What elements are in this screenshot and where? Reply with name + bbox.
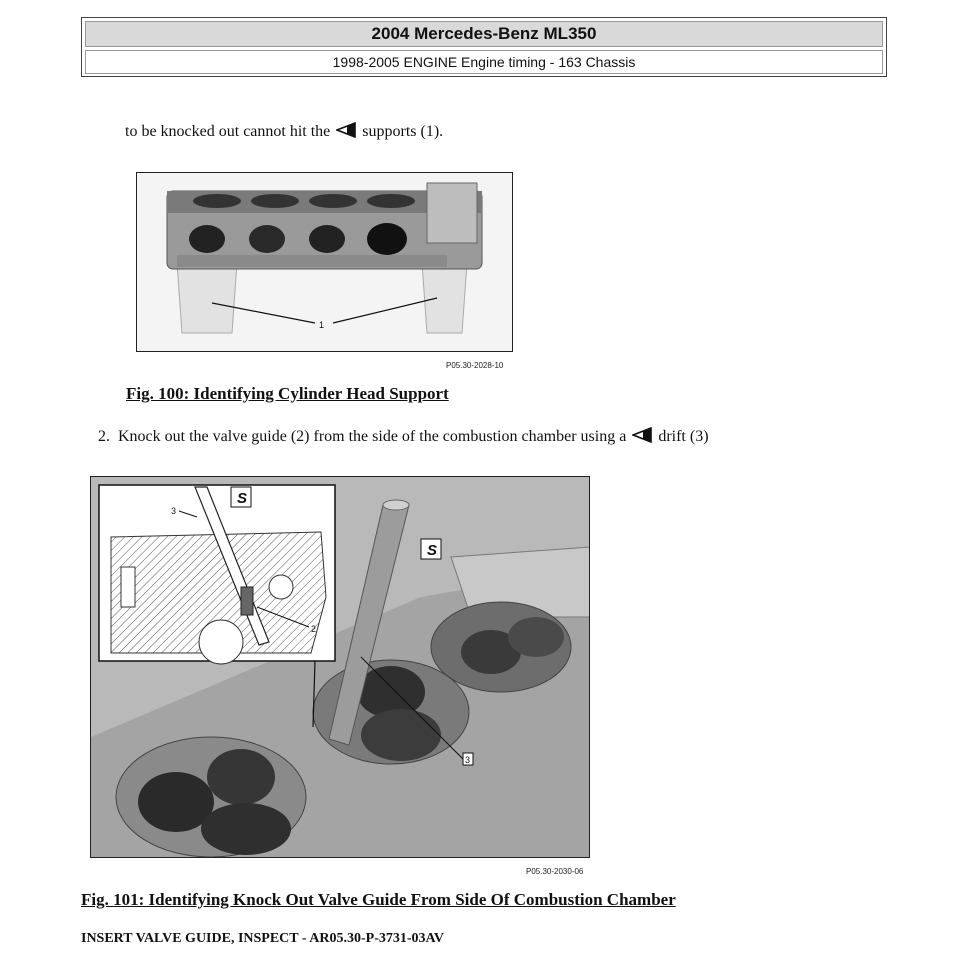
figure-100-callout: 1 [319,320,325,330]
document-subtitle: 1998-2005 ENGINE Engine timing - 163 Chassis [85,50,883,74]
special-tool-icon [336,122,356,138]
document-header [81,17,887,77]
figure-101-tool-badge: S [427,542,438,559]
cylinder-head-support-illustration [137,173,513,352]
step-2-text [98,427,709,447]
figure-101-code: P05.30-2030-06 [526,867,584,876]
figure-101-callout-photo: 3 [465,755,471,765]
valve-guide-knockout-illustration [91,477,590,858]
figure-101-caption: Fig. 101: Identifying Knock Out Valve Guide From Side Of Combustion Chamber [81,890,676,909]
step-continuation-text [125,122,443,142]
document-title: 2004 Mercedes-Benz ML350 [85,21,883,47]
step-2-number: 2. [98,428,110,445]
figure-100-code: P05.30-2028-10 [446,361,504,370]
figure-100-image [136,172,513,352]
step-continuation-after: supports (1). [362,123,444,140]
section-heading: INSERT VALVE GUIDE, INSPECT - AR05.30-P-3731-03AV [81,931,444,946]
figure-101-image [90,476,590,858]
figure-100-caption: Fig. 100: Identifying Cylinder Head Support [126,384,449,403]
step-continuation-before: to be knocked out cannot hit the [125,123,331,140]
step-2-before: Knock out the valve guide (2) from the side of the combustion chamber using a [118,428,627,445]
special-tool-icon [632,427,652,443]
figure-101-inset-tool-badge: S [237,490,248,507]
figure-101-callout-valve-guide: 2 [311,624,317,634]
step-2-after: drift (3) [658,428,709,445]
figure-101-callout-drift: 3 [171,506,177,516]
